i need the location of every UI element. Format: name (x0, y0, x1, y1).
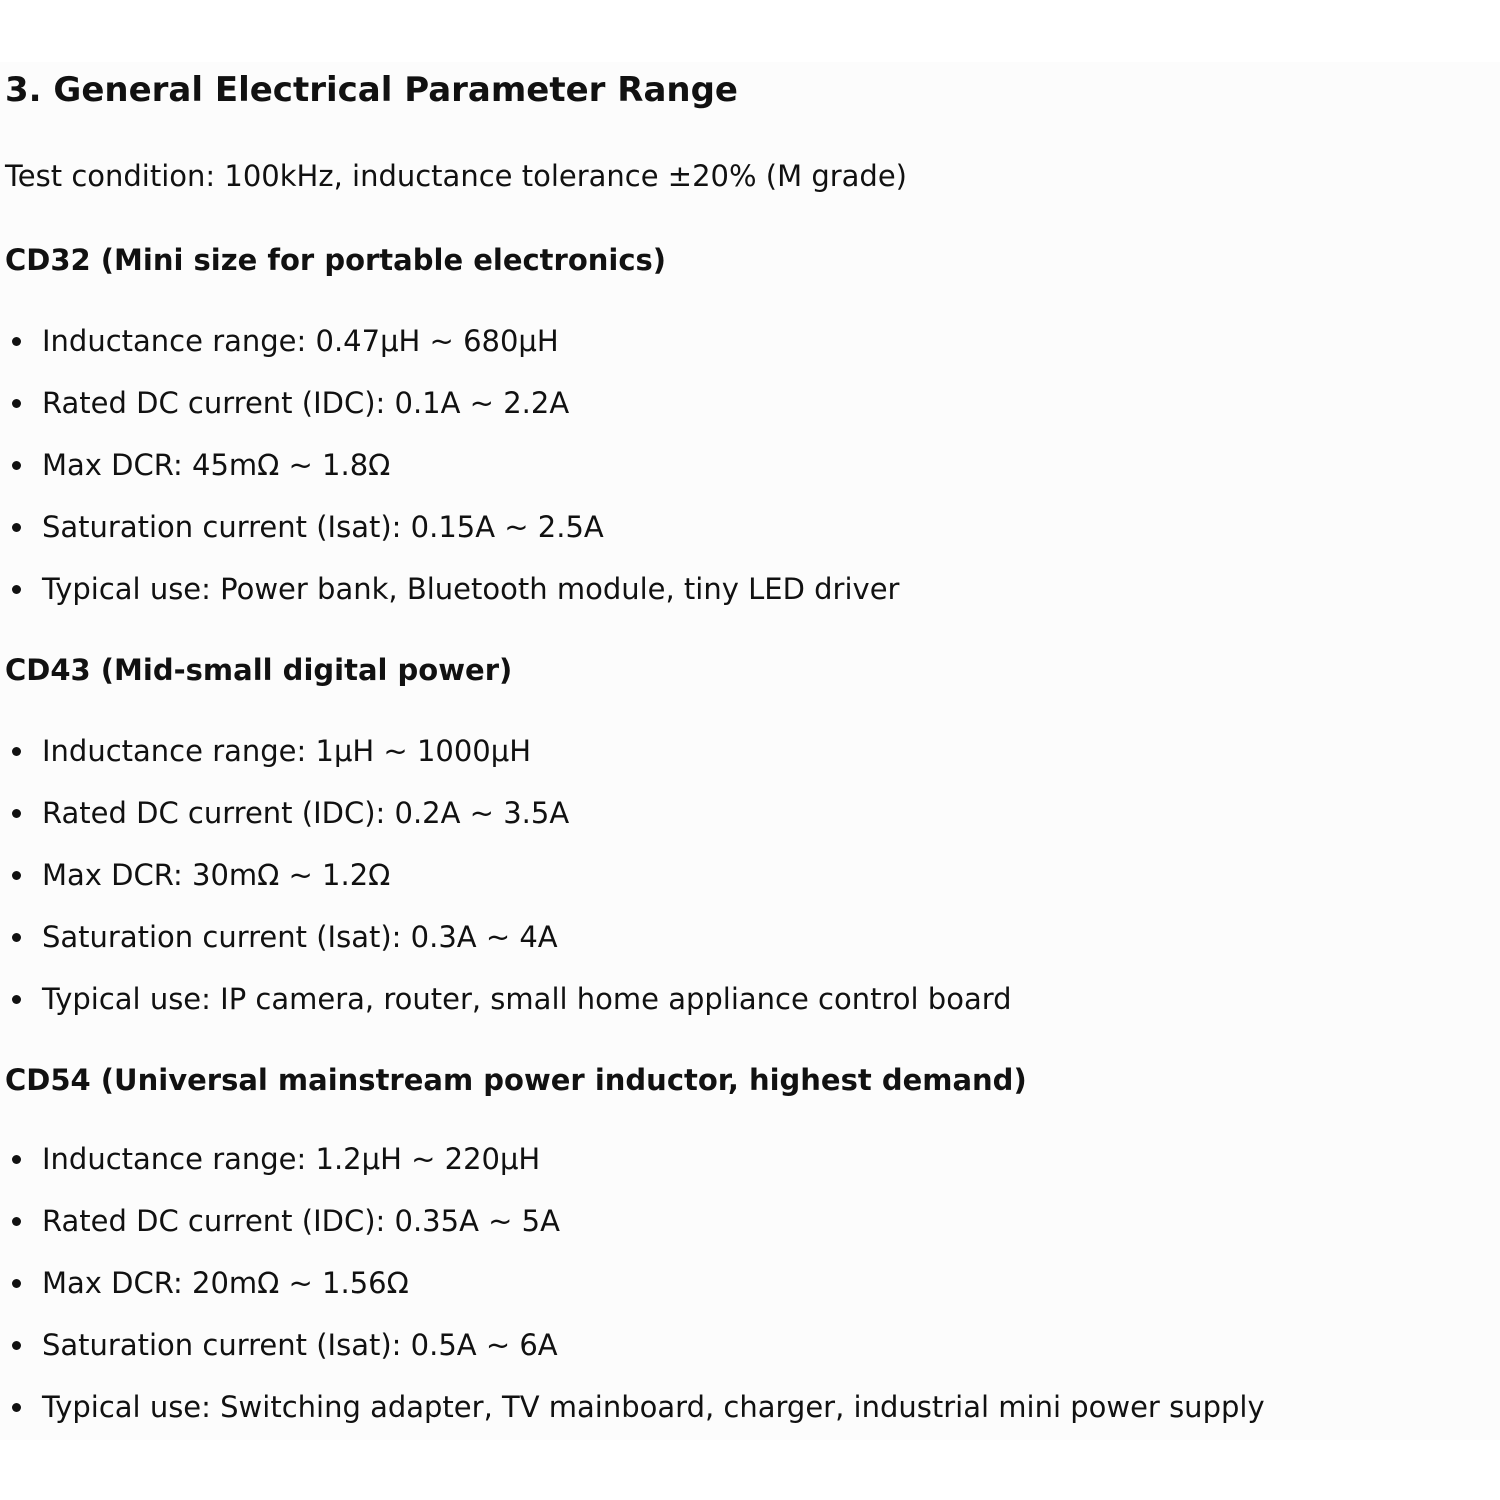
spec-text: Inductance range: 1.2μH ~ 220μH (42, 1142, 541, 1176)
spec-text: Saturation current (Isat): 0.5A ~ 6A (42, 1328, 558, 1362)
bullet-icon (12, 1279, 21, 1288)
bullet-icon (12, 871, 21, 880)
bullet-icon (12, 585, 21, 594)
spec-text: Max DCR: 20mΩ ~ 1.56Ω (42, 1266, 409, 1300)
spec-text: Rated DC current (IDC): 0.2A ~ 3.5A (42, 796, 570, 830)
spec-text: Max DCR: 45mΩ ~ 1.8Ω (42, 448, 391, 482)
spec-text: Saturation current (Isat): 0.3A ~ 4A (42, 920, 558, 954)
bullet-icon (12, 1403, 21, 1412)
spec-text: Typical use: IP camera, router, small home appliance control board (42, 982, 1012, 1016)
section-heading-cd54: CD54 (Universal mainstream power inductor, highest demand) (5, 1063, 1027, 1097)
bullet-icon (12, 523, 21, 532)
spec-text: Inductance range: 0.47μH ~ 680μH (42, 324, 559, 358)
spec-text: Typical use: Switching adapter, TV mainboard, charger, industrial mini power supply (42, 1390, 1265, 1424)
bullet-icon (12, 747, 21, 756)
spec-text: Inductance range: 1μH ~ 1000μH (42, 734, 532, 768)
document-page (0, 62, 1500, 1440)
bullet-icon (12, 995, 21, 1004)
bullet-icon (12, 399, 21, 408)
section-heading-cd43: CD43 (Mid-small digital power) (5, 653, 513, 687)
bullet-icon (12, 337, 21, 346)
test-condition-text: Test condition: 100kHz, inductance tolerance ±20% (M grade) (5, 159, 907, 193)
bullet-icon (12, 933, 21, 942)
bullet-icon (12, 1155, 21, 1164)
bullet-icon (12, 461, 21, 470)
spec-text: Rated DC current (IDC): 0.1A ~ 2.2A (42, 386, 570, 420)
section-heading-cd32: CD32 (Mini size for portable electronics) (5, 243, 667, 277)
bullet-icon (12, 809, 21, 818)
spec-text: Saturation current (Isat): 0.15A ~ 2.5A (42, 510, 604, 544)
page-title: 3. General Electrical Parameter Range (5, 70, 738, 110)
spec-text: Max DCR: 30mΩ ~ 1.2Ω (42, 858, 391, 892)
spec-text: Rated DC current (IDC): 0.35A ~ 5A (42, 1204, 560, 1238)
spec-text: Typical use: Power bank, Bluetooth module, tiny LED driver (42, 572, 900, 606)
bullet-icon (12, 1217, 21, 1226)
bullet-icon (12, 1341, 21, 1350)
